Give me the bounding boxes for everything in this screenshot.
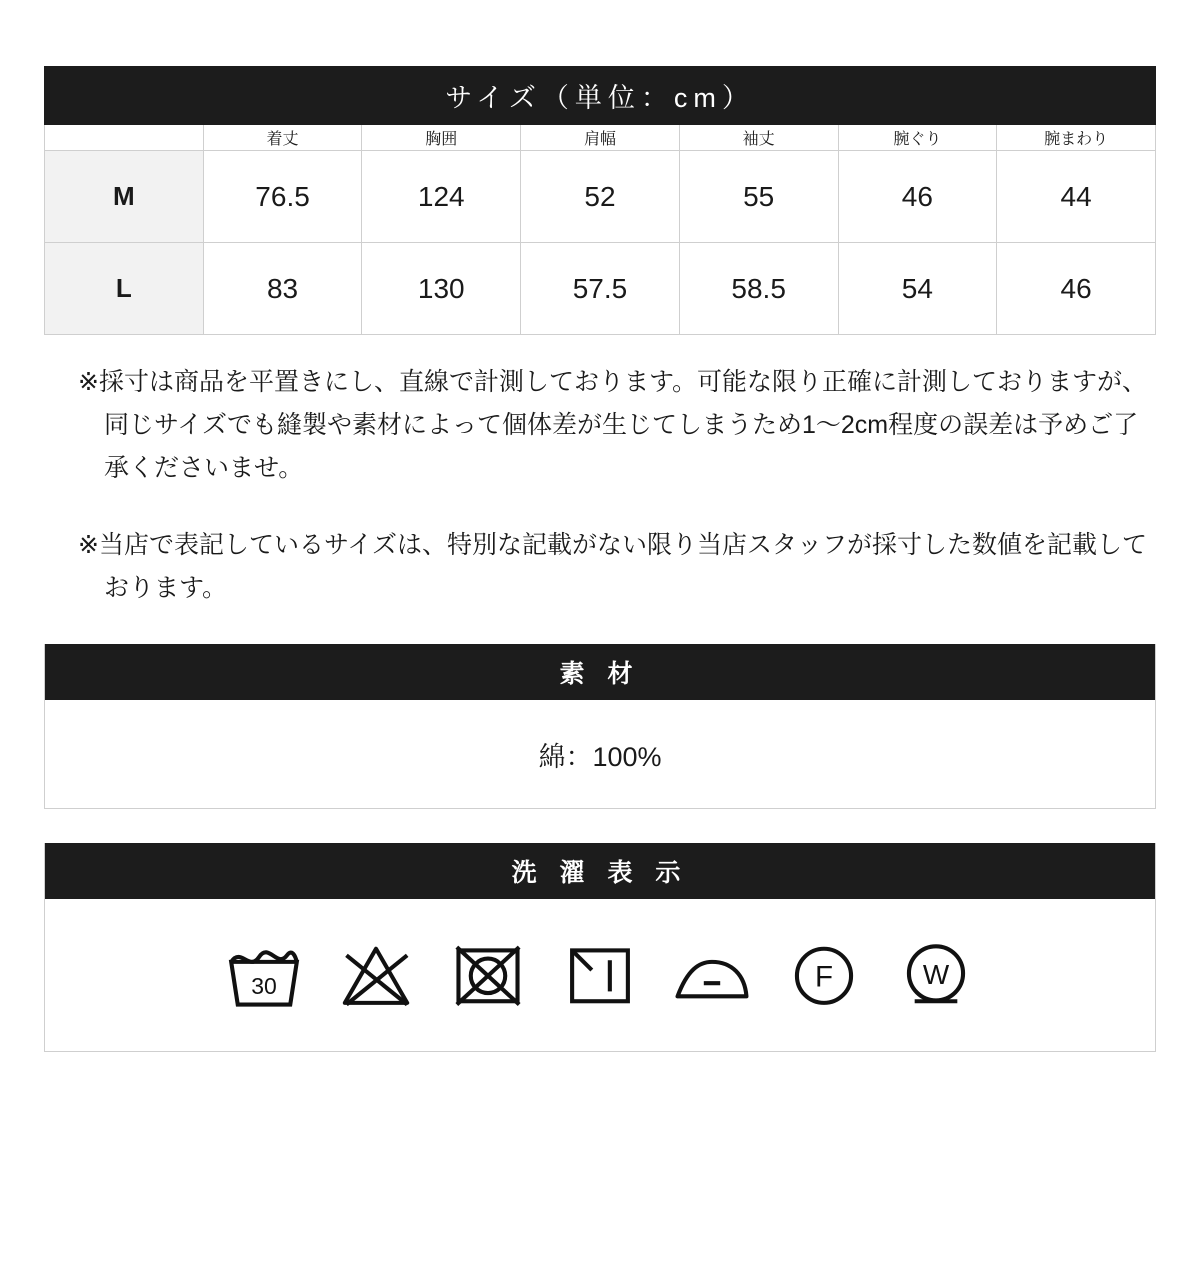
measurement-notes	[44, 361, 1156, 610]
size-cell: 54	[838, 243, 997, 335]
drip-dry-line-icon	[559, 934, 641, 1016]
note-text: ※採寸は商品を平置きにし、直線で計測しております。可能な限り正確に計測しておりますが、同じサイズでも縫製や素材によって個体差が生じてしまうため1〜2cm程度の誤差は予めご了承くださいませ。	[78, 368, 1147, 482]
size-cell: 76.5	[203, 151, 362, 243]
size-row-label: L	[45, 243, 204, 335]
material-section-title: 素 材	[45, 644, 1155, 700]
size-row-label: M	[45, 151, 204, 243]
wash-care-section	[44, 843, 1156, 1052]
size-cell: 46	[997, 243, 1156, 335]
svg-text:W: W	[922, 959, 950, 991]
no-bleach-icon	[335, 934, 417, 1016]
svg-text:30: 30	[251, 972, 277, 999]
size-column-header: 腕まわり	[997, 125, 1156, 151]
size-cell: 46	[838, 151, 997, 243]
table-row	[45, 243, 1156, 335]
no-tumble-dry-icon	[447, 934, 529, 1016]
size-cell: 52	[521, 151, 680, 243]
wash-care-icon-row	[45, 899, 1155, 1051]
note-text: ※当店で表記しているサイズは、特別な記載がない限り当店スタッフが採寸した数値を記載しております。	[78, 531, 1147, 602]
size-column-header: 着丈	[203, 125, 362, 151]
material-section	[44, 644, 1156, 809]
size-cell: 55	[679, 151, 838, 243]
size-cell: 57.5	[521, 243, 680, 335]
size-column-header: 袖丈	[679, 125, 838, 151]
size-cell: 83	[203, 243, 362, 335]
size-column-header: 肩幅	[521, 125, 680, 151]
size-section	[44, 66, 1156, 335]
size-cell: 130	[362, 243, 521, 335]
size-cell: 44	[997, 151, 1156, 243]
svg-text:F: F	[814, 960, 834, 994]
wash-care-section-title: 洗 濯 表 示	[45, 843, 1155, 899]
size-table-title: サイズ（単位：cm）	[45, 67, 1156, 125]
size-cell: 124	[362, 151, 521, 243]
product-spec-page	[0, 66, 1200, 1266]
wash-30-icon	[223, 934, 305, 1016]
material-value: 綿：100%	[45, 700, 1155, 808]
table-row	[45, 151, 1156, 243]
iron-low-icon	[671, 934, 753, 1016]
size-cell: 58.5	[679, 243, 838, 335]
size-table-header-row	[45, 125, 1156, 151]
size-table	[44, 66, 1156, 335]
size-column-header: 胸囲	[362, 125, 521, 151]
size-column-header: 腕ぐり	[838, 125, 997, 151]
wet-clean-w-icon	[895, 934, 977, 1016]
dry-clean-f-icon	[783, 934, 865, 1016]
size-table-corner-cell	[45, 125, 204, 151]
